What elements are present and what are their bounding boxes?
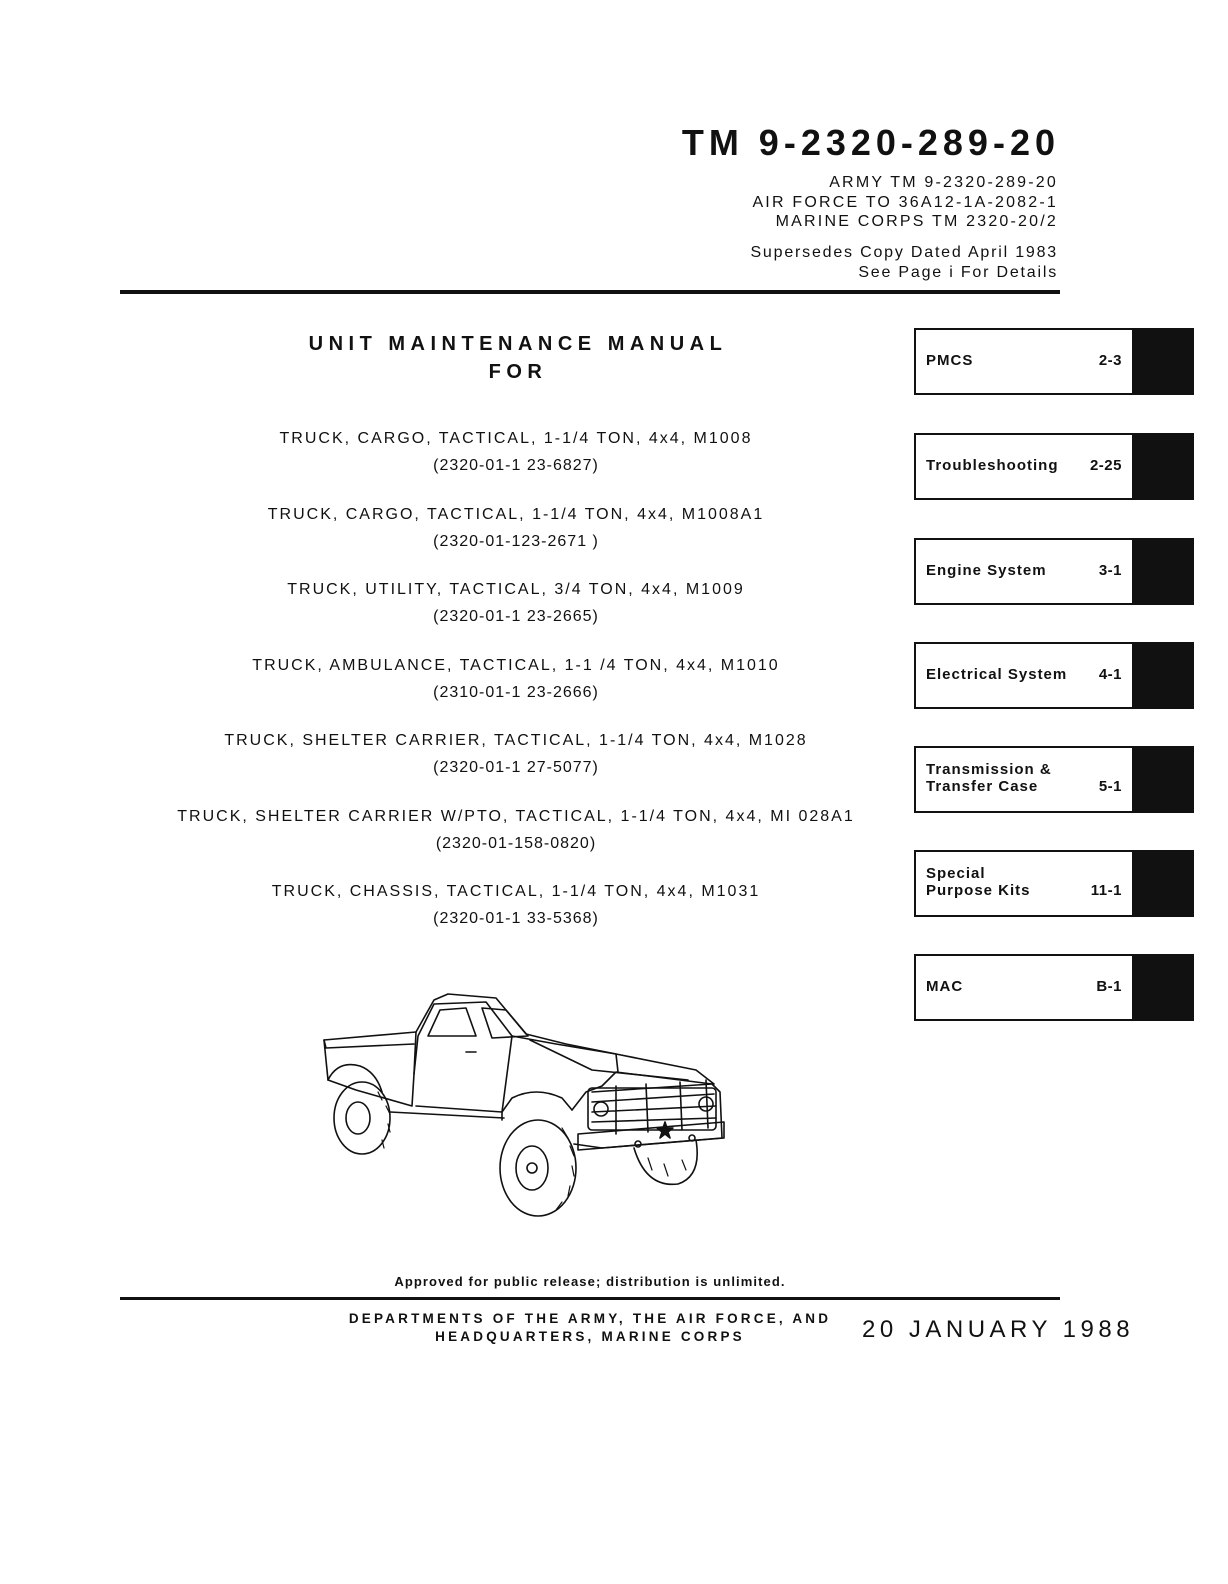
tab-troubleshooting[interactable] bbox=[914, 433, 1194, 500]
tab-transmission-transfer-case[interactable] bbox=[914, 746, 1194, 813]
tab-page: 4-1 bbox=[1098, 666, 1122, 683]
vehicle-name: TRUCK, CARGO, TACTICAL, 1-1/4 TON, 4x4, M1008 bbox=[279, 430, 753, 447]
tab-page: B-1 bbox=[1096, 978, 1122, 995]
tab-electrical-system[interactable] bbox=[914, 642, 1194, 709]
tab-label-line1: Special bbox=[926, 865, 986, 882]
vehicle-entry bbox=[150, 502, 882, 578]
tab-label: MAC bbox=[926, 978, 964, 995]
tab-box bbox=[914, 954, 1134, 1021]
truck-windshield bbox=[482, 1008, 528, 1038]
truck-front-tire bbox=[500, 1120, 576, 1216]
tab-edge-marker bbox=[1134, 642, 1194, 709]
tab-box bbox=[914, 328, 1134, 395]
vehicle-entry bbox=[150, 804, 882, 880]
tab-label: PMCS bbox=[926, 352, 974, 369]
tab-edge-marker bbox=[1134, 538, 1194, 605]
tab-page: 2-3 bbox=[1098, 352, 1122, 369]
tab-page: 5-1 bbox=[1098, 778, 1122, 795]
tab-box bbox=[914, 746, 1134, 813]
vehicle-nsn: (2320-01-158-0820) bbox=[435, 834, 597, 852]
vehicle-nsn: (2320-01-1 23-2665) bbox=[433, 608, 599, 625]
headquarters-line: HEADQUARTERS, MARINE CORPS bbox=[435, 1329, 745, 1344]
army-designation: ARMY TM 9-2320-289-20 bbox=[829, 174, 1058, 191]
truck-front-bumper bbox=[578, 1122, 724, 1150]
tab-label: Electrical System bbox=[926, 666, 1068, 683]
publication-date: 20 JANUARY 1988 bbox=[862, 1316, 1135, 1343]
tab-label: Engine System bbox=[926, 562, 1047, 579]
top-rule bbox=[120, 290, 1060, 294]
truck-front-hub bbox=[516, 1146, 548, 1190]
tow-hook-left bbox=[635, 1141, 641, 1147]
supersedes-notice bbox=[750, 243, 1058, 283]
vehicle-name: TRUCK, SHELTER CARRIER, TACTICAL, 1-1/4 TON, 4x4, M1028 bbox=[224, 732, 808, 749]
tab-edge-marker bbox=[1134, 954, 1194, 1021]
tab-page: 2-25 bbox=[1089, 457, 1122, 474]
vehicle-name: TRUCK, CHASSIS, TACTICAL, 1-1/4 TON, 4x4, M1031 bbox=[271, 883, 761, 900]
vehicle-entry bbox=[150, 653, 882, 729]
tab-special-purpose-kits[interactable] bbox=[914, 850, 1194, 917]
vehicle-nsn: (2320-01-1 27-5077) bbox=[433, 759, 599, 776]
departments-line: DEPARTMENTS OF THE ARMY, THE AIR FORCE, AND bbox=[348, 1311, 832, 1326]
approval-notice: Approved for public release; distribution is unlimited. bbox=[394, 1274, 786, 1289]
truck-rear-hub bbox=[346, 1102, 370, 1134]
truck-illustration bbox=[316, 988, 736, 1220]
vehicle-nsn: (2310-01-1 23-2666) bbox=[433, 683, 599, 701]
tab-box bbox=[914, 433, 1134, 500]
truck-hood-crease bbox=[530, 1040, 688, 1080]
vehicle-entry bbox=[150, 577, 882, 653]
departments-block bbox=[330, 1310, 850, 1346]
truck-fender bbox=[502, 1092, 572, 1112]
vehicle-entry bbox=[150, 728, 882, 804]
vehicle-list bbox=[150, 426, 882, 955]
tab-mac[interactable] bbox=[914, 954, 1194, 1021]
tab-box bbox=[914, 850, 1134, 917]
tab-edge-marker bbox=[1134, 433, 1194, 500]
truck-bed-top-rail bbox=[324, 1040, 414, 1048]
truck-far-tire bbox=[634, 1140, 697, 1184]
tab-page: 3-1 bbox=[1098, 562, 1122, 579]
vehicle-name: TRUCK, AMBULANCE, TACTICAL, 1-1 /4 TON, 4x4, M1010 bbox=[252, 656, 780, 674]
tab-label: Troubleshooting bbox=[926, 457, 1059, 474]
truck-headlight-left bbox=[594, 1102, 608, 1116]
star-emblem bbox=[657, 1122, 673, 1138]
truck-far-tire-tread bbox=[648, 1158, 686, 1176]
vehicle-entry bbox=[150, 426, 882, 502]
vehicle-nsn: (2320-01-1 33-5368) bbox=[433, 910, 599, 927]
vehicle-name: TRUCK, SHELTER CARRIER W/PTO, TACTICAL, 1-1/4 TON, 4x4, MI 028A1 bbox=[177, 807, 855, 825]
manual-title-line: UNIT MAINTENANCE MANUAL bbox=[308, 333, 728, 355]
tab-edge-marker bbox=[1134, 746, 1194, 813]
truck-underbody bbox=[390, 1112, 504, 1120]
manual-title-for: FOR bbox=[488, 361, 548, 383]
vehicle-nsn: (2320-01-1 23-6827) bbox=[433, 457, 599, 474]
marine-corps-designation: MARINE CORPS TM 2320-20/2 bbox=[775, 213, 1058, 230]
truck-cab-door bbox=[414, 1002, 512, 1112]
tab-page: 11-1 bbox=[1090, 882, 1122, 899]
vehicle-name: TRUCK, UTILITY, TACTICAL, 3/4 TON, 4x4, M1009 bbox=[287, 581, 745, 598]
vehicle-name: TRUCK, CARGO, TACTICAL, 1-1/4 TON, 4x4, M1008A1 bbox=[267, 505, 765, 523]
air-force-designation: AIR FORCE TO 36A12-1A-2082-1 bbox=[752, 193, 1058, 211]
supersedes-line: Supersedes Copy Dated April 1983 bbox=[750, 244, 1058, 261]
bottom-rule bbox=[120, 1297, 1060, 1300]
tab-label-line2: Transfer Case bbox=[926, 778, 1039, 795]
tab-edge-marker bbox=[1134, 850, 1194, 917]
vehicle-entry bbox=[150, 879, 882, 955]
tm-number: TM 9-2320-289-20 bbox=[681, 122, 1060, 163]
truck-rear-tire bbox=[334, 1082, 390, 1154]
tab-label-line1: Transmission & bbox=[926, 761, 1052, 778]
tab-box bbox=[914, 538, 1134, 605]
service-designations bbox=[752, 173, 1058, 232]
truck-rear-wheel-arch bbox=[328, 1065, 382, 1092]
tab-engine-system[interactable] bbox=[914, 538, 1194, 605]
tab-pmcs[interactable] bbox=[914, 328, 1194, 395]
truck-side-window bbox=[428, 1008, 476, 1036]
truck-front-hub-center bbox=[527, 1163, 537, 1173]
truck-hood bbox=[512, 1036, 714, 1084]
tab-edge-marker bbox=[1134, 328, 1194, 395]
manual-title bbox=[200, 330, 836, 386]
tab-box bbox=[914, 642, 1134, 709]
truck-cab-outline bbox=[416, 994, 618, 1072]
vehicle-nsn: (2320-01-123-2671 ) bbox=[433, 532, 599, 550]
tab-label-line2: Purpose Kits bbox=[926, 882, 1031, 899]
truck-front-tread bbox=[556, 1128, 574, 1210]
see-page-line: See Page i For Details bbox=[858, 264, 1058, 281]
